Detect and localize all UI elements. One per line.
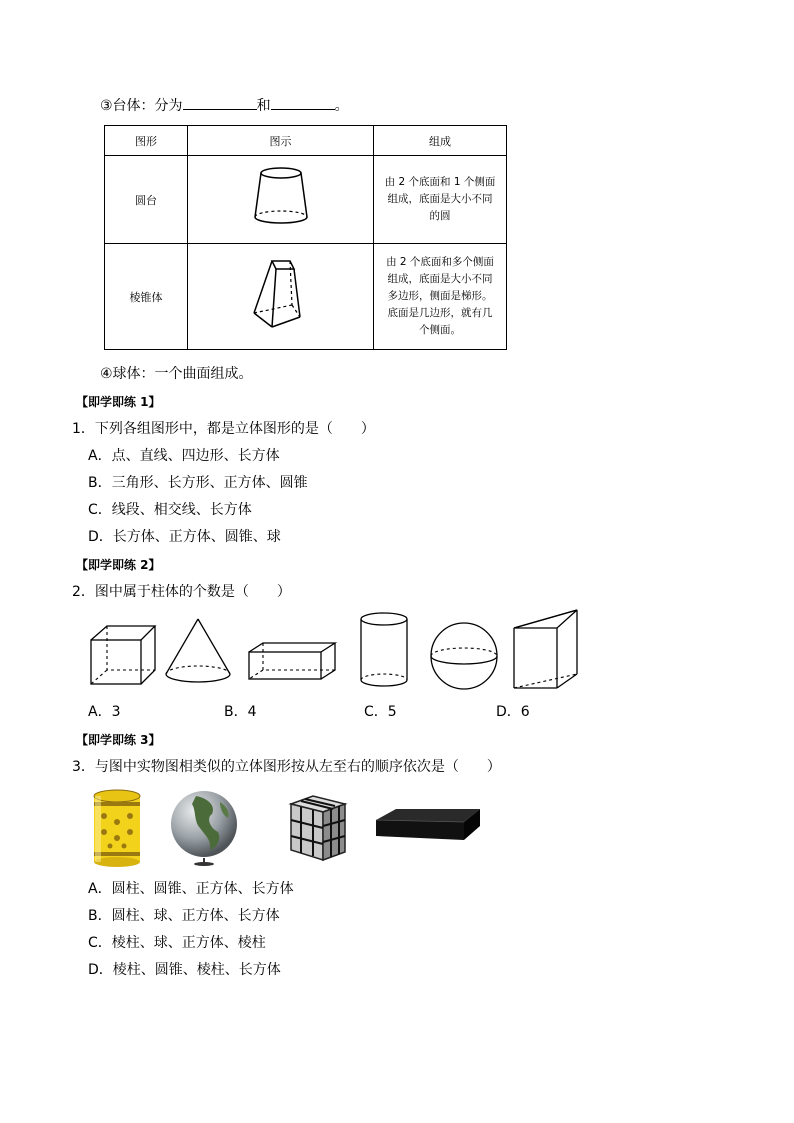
cuboid-icon	[246, 640, 338, 682]
frustum-intro-middle: 和	[256, 98, 271, 114]
fill-blank-1	[183, 95, 257, 110]
practice3-option-a: A．圆柱、圆锥、正方体、长方体	[88, 881, 294, 897]
sphere-icon	[428, 621, 500, 691]
practice2-question: 2．图中属于柱体的个数是（ ）	[72, 584, 291, 600]
globe-photo	[166, 788, 242, 866]
practice1-option-b: B．三角形、长方形、正方体、圆锥	[88, 475, 308, 491]
frustum-intro-suffix: 。	[334, 98, 349, 114]
mirror-cube-photo	[283, 794, 353, 864]
tea-tin-photo	[90, 786, 144, 868]
practice2-option-b: B．4	[224, 704, 257, 720]
practice2-option-d: D．6	[496, 704, 530, 720]
row-name-frustum: 圆台	[105, 156, 188, 244]
fill-blank-2	[271, 95, 335, 110]
practice2-option-c: C．5	[364, 704, 397, 720]
row-name-pyramid-frustum: 棱锥体	[105, 244, 188, 350]
desc-line: 由 2 个底面和 1 个侧面	[384, 176, 496, 188]
row-desc-frustum	[374, 156, 507, 244]
cone-icon	[163, 616, 233, 688]
frustum-intro-prefix: ③台体：分为	[100, 98, 183, 114]
table-header-shape: 图形	[105, 126, 188, 156]
desc-line: 底面是几边形，就有几	[387, 307, 493, 319]
frustum-table	[104, 125, 507, 350]
desc-line: 多边形，侧面是梯形。	[387, 290, 493, 302]
cube-icon	[88, 622, 160, 688]
desc-line: 由 2 个底面和多个侧面	[386, 256, 494, 268]
table-row	[105, 244, 507, 350]
frustum-intro-line	[100, 95, 349, 115]
table-row	[105, 156, 507, 244]
practice3-header: 【即学即练 3】	[76, 733, 161, 747]
practice3-option-c: C．棱柱、球、正方体、棱柱	[88, 935, 266, 951]
desc-line: 组成，底面是大小不同	[387, 193, 493, 205]
black-box-photo	[372, 806, 484, 844]
cylinder-icon	[357, 610, 411, 690]
row-desc-pyramid-frustum	[374, 244, 507, 350]
practice2-header: 【即学即练 2】	[76, 558, 161, 572]
table-header-composition: 组成	[374, 126, 507, 156]
practice2-option-a: A．3	[88, 704, 121, 720]
desc-line: 组成，底面是大小不同	[387, 273, 493, 285]
practice1-option-d: D．长方体、正方体、圆锥、球	[88, 529, 281, 545]
pyramid-frustum-figure-cell	[188, 244, 374, 350]
practice1-question: 1．下列各组图形中，都是立体图形的是（ ）	[72, 421, 375, 437]
frustum-figure-cell	[188, 156, 374, 244]
practice1-header: 【即学即练 1】	[76, 395, 161, 409]
desc-line: 的圆	[429, 210, 451, 222]
table-header-figure: 图示	[188, 126, 374, 156]
practice1-option-a: A．点、直线、四边形、长方体	[88, 448, 280, 464]
practice3-option-d: D．棱柱、圆锥、棱柱、长方体	[88, 962, 281, 978]
frustum-icon	[246, 163, 316, 233]
practice3-option-b: B．圆柱、球、正方体、长方体	[88, 908, 280, 924]
practice1-option-c: C．线段、相交线、长方体	[88, 502, 252, 518]
quadrangular-frustum-icon	[246, 255, 316, 335]
practice3-question: 3．与图中实物图相类似的立体图形按从左至右的顺序依次是（ ）	[72, 759, 501, 775]
sphere-note: ④球体：一个曲面组成。	[100, 366, 253, 382]
triangular-prism-icon	[511, 606, 581, 692]
desc-line: 个侧面。	[419, 324, 461, 336]
